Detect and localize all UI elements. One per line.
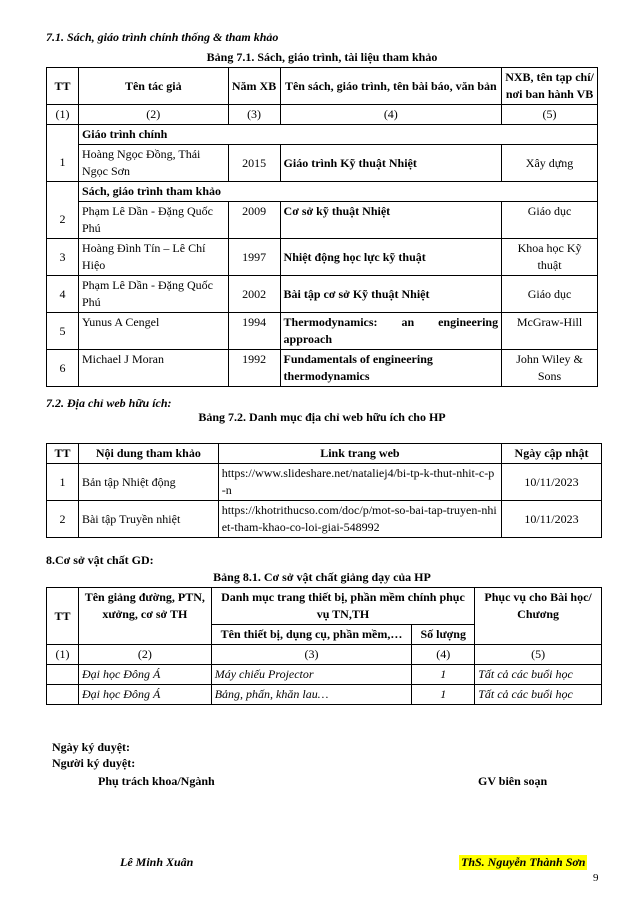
row-publisher: McGraw-Hill <box>502 313 598 350</box>
col-header-equipment-list: Danh mục trang thiết bị, phần mềm chính phục vụ TN,TH <box>211 588 474 625</box>
row-tt: 1 <box>47 145 79 182</box>
row-serve: Tất cả các buổi học <box>475 685 602 705</box>
col-number: (5) <box>475 645 602 665</box>
row-tt: 6 <box>47 350 79 387</box>
row-year: 1997 <box>228 239 280 276</box>
row-quantity: 1 <box>412 685 475 705</box>
table-8-1-caption: Bảng 8.1. Cơ sở vật chất giảng dạy của HP <box>213 570 431 584</box>
row-tt: 5 <box>47 313 79 350</box>
row-author: Hoàng Ngọc Đồng, Thái Ngọc Sơn <box>78 145 228 182</box>
col-number: (5) <box>502 105 598 125</box>
col-header-content: Nội dung tham khảo <box>78 444 218 464</box>
col-header-link: Link trang web <box>218 444 501 464</box>
row-author: Phạm Lê Dần - Đặng Quốc Phú <box>78 202 228 239</box>
table-7-1-caption: Bảng 7.1. Sách, giáo trình, tài liệu tham khảo <box>206 50 438 64</box>
group-label-reference: Sách, giáo trình tham khảo <box>78 182 597 202</box>
row-content: Bài tập Truyền nhiệt <box>78 501 218 538</box>
row-title: Cơ sở kỹ thuật Nhiệt <box>280 202 502 239</box>
col-number: (3) <box>211 645 412 665</box>
approver-label: Người ký duyệt: <box>52 756 136 770</box>
col-header-facility: Tên giảng đường, PTN, xưởng, cơ sở TH <box>78 588 211 645</box>
row-device: Bảng, phấn, khăn lau… <box>211 685 412 705</box>
col-header-tt: TT <box>47 444 79 464</box>
row-author: Phạm Lê Dần - Đặng Quốc Phú <box>78 276 228 313</box>
table-7-2 <box>46 443 602 538</box>
col-number: (2) <box>78 645 211 665</box>
col-number: (1) <box>47 645 79 665</box>
table-7-2-caption: Bảng 7.2. Danh mục địa chỉ web hữu ích cho HP <box>198 410 446 424</box>
row-author: Michael J Moran <box>78 350 228 387</box>
section-7-2-heading: 7.2. Địa chỉ web hữu ích: <box>46 396 172 410</box>
row-link[interactable]: https://www.slideshare.net/nataliej4/bi-tp-k-thut-nhit-c-p-n <box>218 464 501 501</box>
row-tt: 3 <box>47 239 79 276</box>
row-title: Thermodynamics: an engineering approach <box>280 313 502 350</box>
row-publisher: John Wiley & Sons <box>502 350 598 387</box>
row-link[interactable]: https://khotrithucso.com/doc/p/mot-so-bai-tap-truyen-nhiet-tham-khao-co-loi-giai-548992 <box>218 501 501 538</box>
col-header-tt: TT <box>47 68 79 105</box>
row-date: 10/11/2023 <box>502 464 602 501</box>
row-tt: 1 <box>47 464 79 501</box>
row-tt: 2 <box>47 202 79 239</box>
row-tt <box>47 665 79 685</box>
row-facility: Đại học Đông Á <box>78 665 211 685</box>
section-8-heading: 8.Cơ sở vật chất GD: <box>46 553 154 567</box>
row-year: 1994 <box>228 313 280 350</box>
row-tt: 2 <box>47 501 79 538</box>
col-header-device: Tên thiết bị, dụng cụ, phần mềm,… <box>211 625 412 645</box>
col-number: (3) <box>228 105 280 125</box>
row-publisher: Giáo dục <box>502 202 598 239</box>
col-number: (4) <box>412 645 475 665</box>
row-publisher: Giáo dục <box>502 276 598 313</box>
col-number: (4) <box>280 105 502 125</box>
row-title: Fundamentals of engineering thermodynamics <box>280 350 502 387</box>
col-header-serve: Phục vụ cho Bài học/ Chương <box>475 588 602 645</box>
col-header-date: Ngày cập nhật <box>502 444 602 464</box>
row-date: 10/11/2023 <box>502 501 602 538</box>
row-publisher: Xây dựng <box>502 145 598 182</box>
col-header-tt: TT <box>47 588 79 645</box>
row-title: Giáo trình Kỹ thuật Nhiệt <box>280 145 502 182</box>
approval-date-label: Ngày ký duyệt: <box>52 740 131 754</box>
row-publisher: Khoa học Kỹ thuật <box>502 239 598 276</box>
row-facility: Đại học Đông Á <box>78 685 211 705</box>
row-title: Bài tập cơ sở Kỹ thuật Nhiệt <box>280 276 502 313</box>
col-header-publisher: NXB, tên tạp chí/ nơi ban hành VB <box>502 68 598 105</box>
right-signer-title: GV biên soạn <box>478 774 548 788</box>
row-tt: 4 <box>47 276 79 313</box>
row-year: 1992 <box>228 350 280 387</box>
row-content: Bản tập Nhiệt động <box>78 464 218 501</box>
row-year: 2015 <box>228 145 280 182</box>
row-year: 2009 <box>228 202 280 239</box>
row-title: Nhiệt động học lực kỹ thuật <box>280 239 502 276</box>
table-7-1 <box>46 67 598 387</box>
row-tt <box>47 685 79 705</box>
col-number: (2) <box>78 105 228 125</box>
row-device: Máy chiếu Projector <box>211 665 412 685</box>
row-author: Hoàng Đình Tín – Lê Chí Hiệo <box>78 239 228 276</box>
section-7-1-heading: 7.1. Sách, giáo trình chính thống & tham khảo <box>46 30 279 44</box>
row-serve: Tất cả các buổi học <box>475 665 602 685</box>
row-author: Yunus A Cengel <box>78 313 228 350</box>
col-header-year: Năm XB <box>228 68 280 105</box>
left-signer-title: Phụ trách khoa/Ngành <box>98 774 215 788</box>
row-quantity: 1 <box>412 665 475 685</box>
table-8-1 <box>46 587 602 705</box>
page-number: 9 <box>593 872 599 884</box>
left-signer-name: Lê Minh Xuân <box>120 855 194 869</box>
group-label-main: Giáo trình chính <box>78 125 597 145</box>
right-signer-name: ThS. Nguyễn Thành Sơn <box>461 855 586 869</box>
col-header-quantity: Số lượng <box>412 625 475 645</box>
row-year: 2002 <box>228 276 280 313</box>
col-header-author: Tên tác giả <box>78 68 228 105</box>
col-number: (1) <box>47 105 79 125</box>
col-header-title: Tên sách, giáo trình, tên bài báo, văn bản <box>280 68 502 105</box>
